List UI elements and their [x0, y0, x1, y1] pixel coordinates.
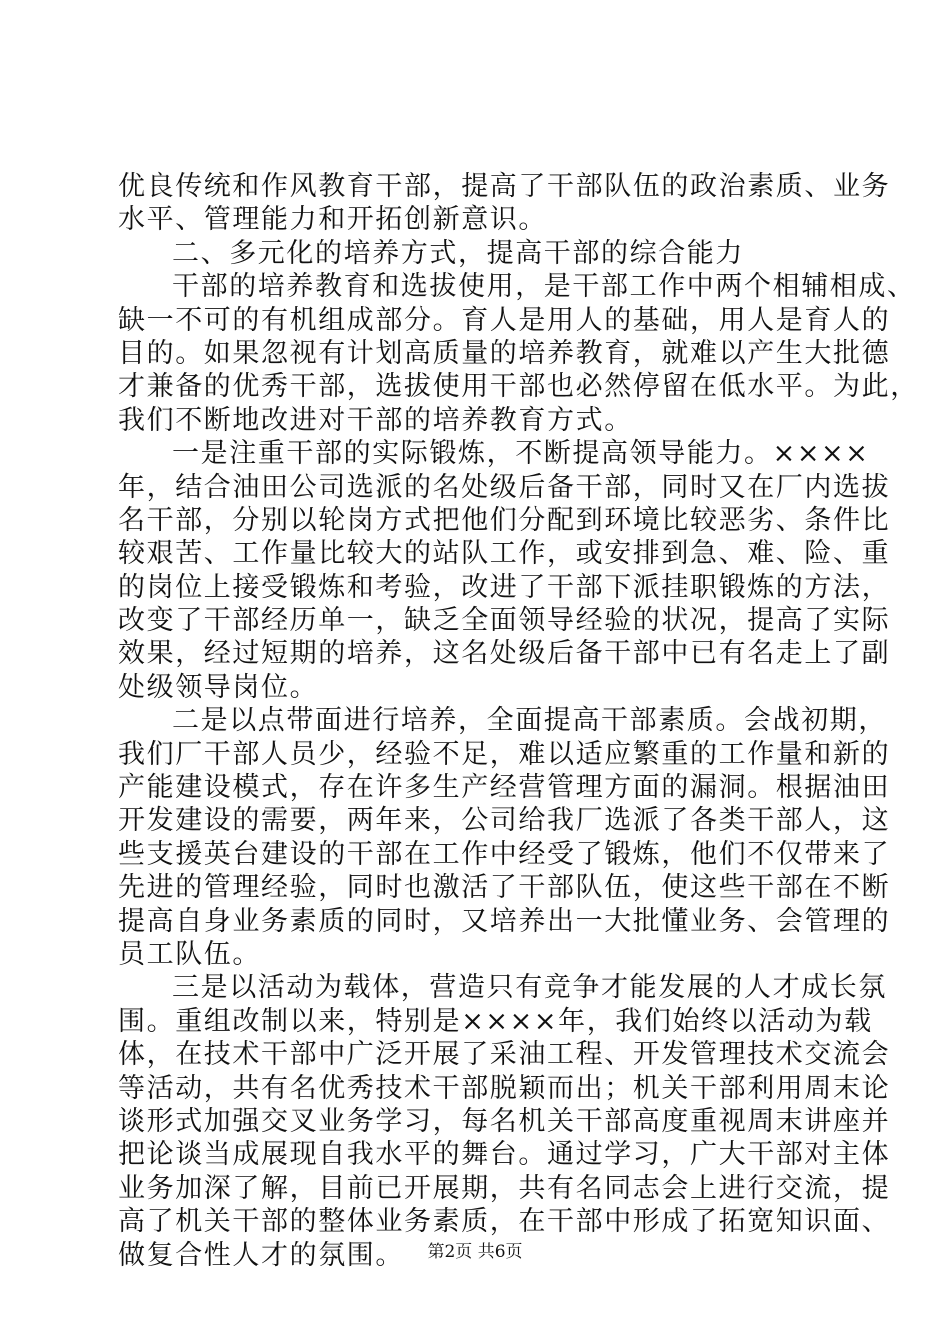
- page-footer: 第2页 共6页: [427, 1242, 523, 1262]
- paragraph-4-line-4: 较艰苦、工作量比较大的站队工作，或安排到急、难、险、重: [118, 538, 891, 570]
- paragraph-5-line-4: 开发建设的需要，两年来，公司给我厂选派了各类干部人，这: [118, 805, 891, 837]
- paragraph-3-line-5: 我们不断地改进对干部的培养教育方式。: [118, 404, 633, 436]
- paragraph-5-line-2: 我们厂干部人员少，经验不足，难以适应繁重的工作量和新的: [118, 738, 891, 770]
- paragraph-3-line-3: 目的。如果忽视有计划高质量的培养教育，就难以产生大批德: [118, 337, 891, 369]
- paragraph-6-line-4: 等活动，共有名优秀技术干部脱颖而出；机关干部利用周末论: [118, 1072, 891, 1104]
- paragraph-6-line-6: 把论谈当成展现自我水平的舞台。通过学习，广大干部对主体: [118, 1139, 891, 1171]
- paragraph-4-line-2: 年，结合油田公司选派的名处级后备干部，同时又在厂内选拔: [118, 471, 891, 503]
- paragraph-6-line-1: 三是以活动为载体，营造只有竞争才能发展的人才成长氛: [172, 972, 887, 1004]
- paragraph-5-line-3: 产能建设模式，存在许多生产经营管理方面的漏洞。根据油田: [118, 772, 891, 804]
- paragraph-4-line-5: 的岗位上接受锻炼和考验，改进了干部下派挂职锻炼的方法，: [118, 571, 891, 603]
- paragraph-4-line-6: 改变了干部经历单一，缺乏全面领导经验的状况，提高了实际: [118, 605, 891, 637]
- paragraph-6-line-2: 围。重组改制以来，特别是××××年，我们始终以活动为载: [118, 1005, 873, 1037]
- paragraph-6-line-5: 谈形式加强交叉业务学习，每名机关干部高度重视周末讲座并: [118, 1105, 891, 1137]
- paragraph-5-line-8: 员工队伍。: [118, 938, 261, 970]
- paragraph-6-line-7: 业务加深了解，目前已开展期，共有名同志会上进行交流，提: [118, 1172, 891, 1204]
- paragraph-6-line-8: 高了机关干部的整体业务素质，在干部中形成了拓宽知识面、: [118, 1206, 891, 1238]
- paragraph-6-line-3: 体，在技术干部中广泛开展了采油工程、开发管理技术交流会: [118, 1039, 891, 1071]
- paragraph-3-line-2: 缺一不可的有机组成部分。育人是用人的基础，用人是育人的: [118, 304, 891, 336]
- paragraph-4-line-8: 处级领导岗位。: [118, 671, 319, 703]
- paragraph-5-line-1: 二是以点带面进行培养，全面提高干部素质。会战初期，: [172, 705, 887, 737]
- paragraph-2-line-1: 二、多元化的培养方式，提高干部的综合能力: [172, 237, 744, 269]
- paragraph-1-line-1: 优良传统和作风教育干部，提高了干部队伍的政治素质、业务: [118, 171, 891, 202]
- paragraph-5-line-6: 先进的管理经验，同时也激活了干部队伍，使这些干部在不断: [118, 872, 891, 904]
- paragraph-6-line-9: 做复合性人才的氛围。: [118, 1239, 404, 1271]
- paragraph-4-line-1: 一是注重干部的实际锻炼，不断提高领导能力。××××: [172, 438, 870, 470]
- paragraph-4-line-3: 名干部，分别以轮岗方式把他们分配到环境比较恶劣、条件比: [118, 504, 891, 536]
- paragraph-1-line-2: 水平、管理能力和开拓创新意识。: [118, 204, 547, 236]
- paragraph-3-line-1: 干部的培养教育和选拔使用，是干部工作中两个相辅相成、: [172, 271, 916, 303]
- paragraph-5-line-7: 提高自身业务素质的同时，又培养出一大批懂业务、会管理的: [118, 905, 891, 937]
- paragraph-4-line-7: 效果，经过短期的培养，这名处级后备干部中已有名走上了副: [118, 638, 891, 670]
- document-body: [118, 170, 919, 1272]
- paragraph-3-line-4: 才兼备的优秀干部，选拔使用干部也必然停留在低水平。为此，: [118, 371, 919, 403]
- paragraph-5-line-5: 些支援英台建设的干部在工作中经受了锻炼，他们不仅带来了: [118, 838, 891, 870]
